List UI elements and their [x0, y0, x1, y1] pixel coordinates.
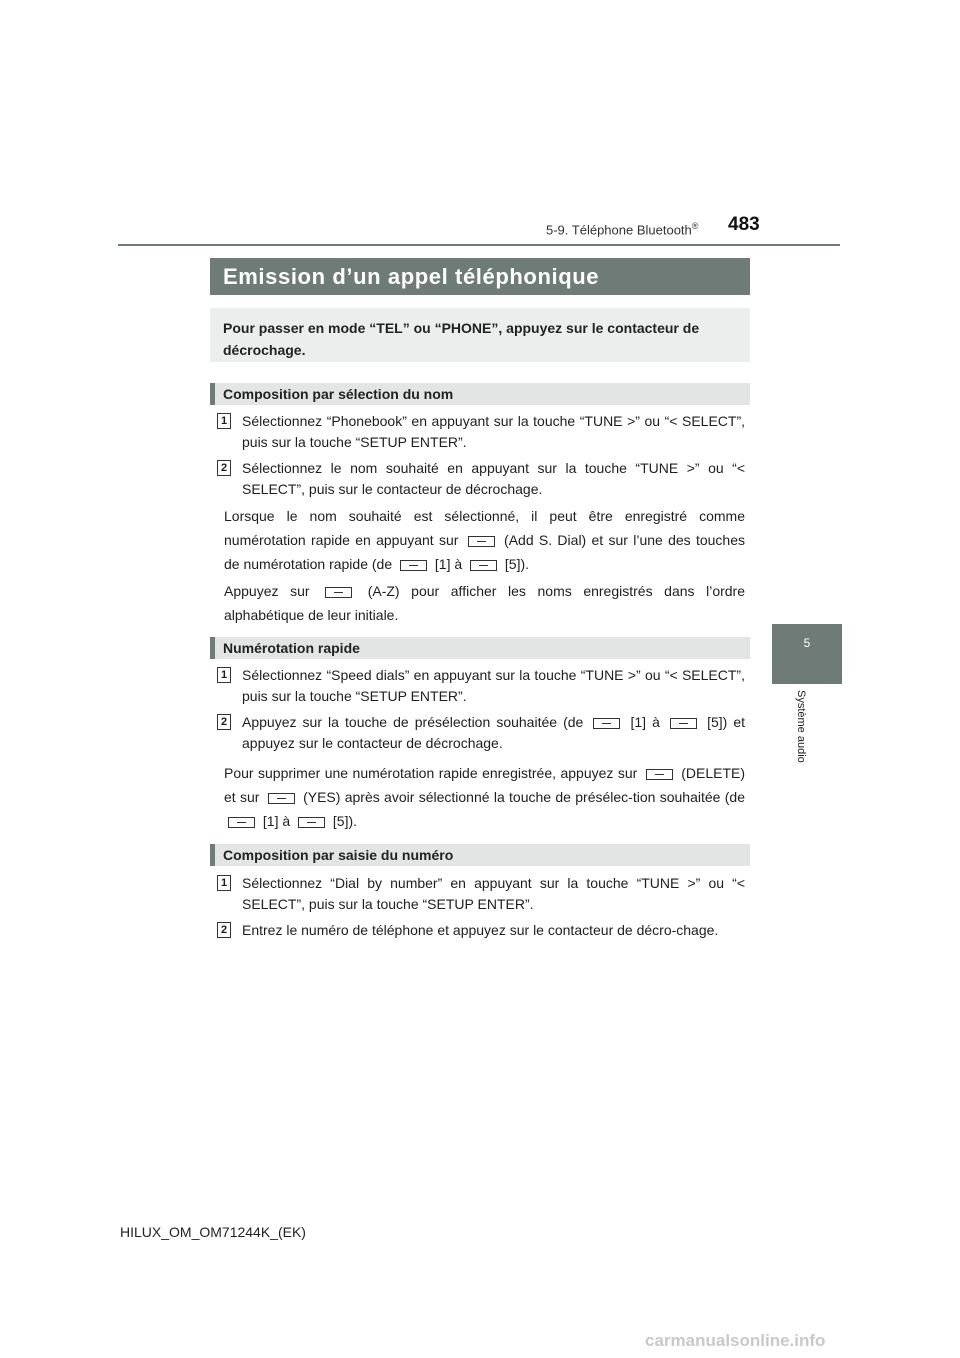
section-heading-number-dial: Composition par saisie du numéro: [210, 844, 750, 866]
step-number-badge: 2: [217, 460, 231, 476]
screen-button-icon: [325, 587, 352, 598]
screen-button-icon: [228, 817, 255, 828]
chapter-label: Système audio: [795, 690, 807, 763]
step-item: [217, 458, 745, 500]
step-item: [217, 873, 745, 915]
step-text: Entrez le numéro de téléphone et appuyez sur le contacteur de décro-chage.: [242, 922, 719, 938]
note-paragraph: Pour supprimer une numérotation rapide enregistrée, appuyez sur (DELETE) et sur (YES) après avoir sélectionné la touche de présélec-tion souhaitée (de [1] à [5]).: [224, 765, 746, 829]
registered-mark: ®: [691, 221, 699, 231]
step-item: [217, 920, 745, 941]
screen-button-icon: [670, 718, 697, 729]
step-number-badge: 1: [217, 413, 231, 429]
step-text: Sélectionnez le nom souhaité en appuyant sur la touche “TUNE >” ou “< SELECT”, puis sur le contacteur de décrochage.: [242, 460, 745, 497]
page-number: 483: [728, 214, 760, 235]
screen-button-icon: [468, 536, 495, 547]
screen-button-icon: [298, 817, 325, 828]
step-item: [217, 411, 745, 453]
step-number-badge: 1: [217, 875, 231, 891]
screen-button-icon: [400, 560, 427, 571]
page-title: Emission d’un appel téléphonique: [210, 258, 750, 295]
step-item: [217, 665, 745, 707]
screen-button-icon: [470, 560, 497, 571]
step-number-badge: 1: [217, 667, 231, 683]
step-number-badge: 2: [217, 714, 231, 730]
note-paragraph: Appuyez sur (A-Z) pour afficher les noms enregistrés dans l’ordre alphabétique de leur initiale.: [224, 583, 745, 623]
section-heading-speed-dial: Numérotation rapide: [210, 637, 750, 659]
watermark: carmanualsonline.info: [645, 1331, 826, 1350]
header-divider: [118, 244, 840, 246]
screen-button-icon: [268, 793, 295, 804]
section-heading-name-dial: Composition par sélection du nom: [210, 383, 750, 405]
step-text: Appuyez sur la touche de présélection souhaitée (de [1] à [5]) et appuyez sur le contacteur de décrochage.: [242, 714, 746, 751]
screen-button-icon: [646, 769, 673, 780]
intro-box: Pour passer en mode “TEL” ou “PHONE”, appuyez sur le contacteur de décrochage.: [210, 308, 750, 362]
step-text: Sélectionnez “Dial by number” en appuyant sur la touche “TUNE >” ou “< SELECT”, puis sur la touche “SETUP ENTER”.: [242, 875, 745, 912]
screen-button-icon: [593, 718, 620, 729]
step-number-badge: 2: [217, 922, 231, 938]
document-code: HILUX_OM_OM71244K_(EK): [120, 1224, 306, 1240]
step-item: [217, 712, 745, 754]
chapter-tab: 5: [772, 624, 842, 684]
step-text: Sélectionnez “Phonebook” en appuyant sur la touche “TUNE >” ou “< SELECT”, puis sur la touche “SETUP ENTER”.: [242, 413, 745, 450]
step-text: Sélectionnez “Speed dials” en appuyant sur la touche “TUNE >” ou “< SELECT”, puis sur la touche “SETUP ENTER”.: [242, 667, 745, 704]
section-title: 5-9. Téléphone Bluetooth®: [546, 221, 699, 238]
note-paragraph: Lorsque le nom souhaité est sélectionné, il peut être enregistré comme numérotation rapide en appuyant sur (Add S. Dial) et sur l’une des touches de numérotation rapide (de [1] à [5]).: [224, 508, 745, 572]
